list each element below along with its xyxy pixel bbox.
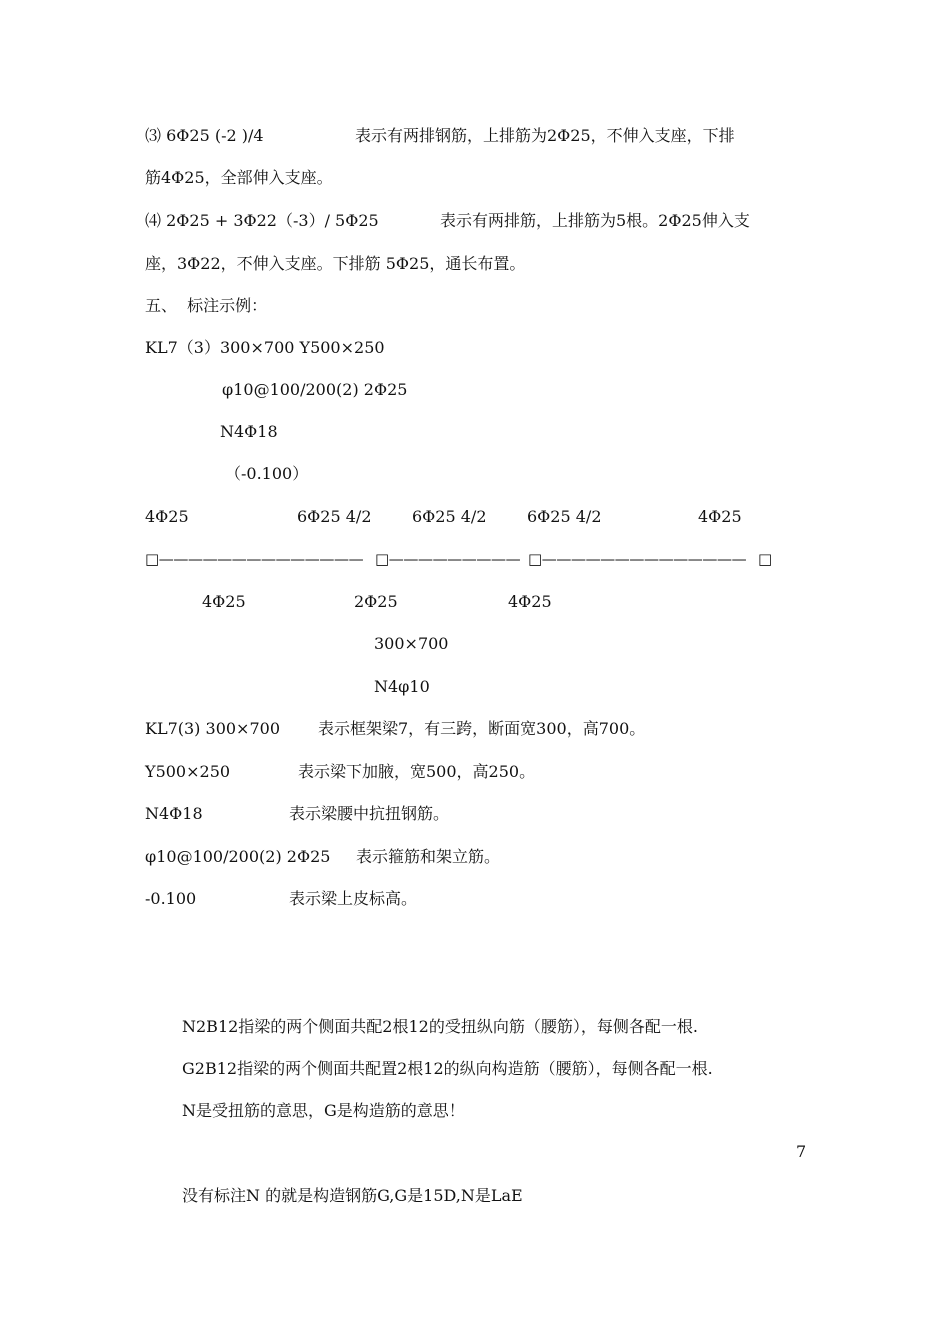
para4-line2: 座，3Φ22，不伸入支座。下排筋 5Φ25，通长布置。 [145,254,526,273]
para3-line1-right: 表示有两排钢筋，上排筋为2Φ25，不伸入支座，下排 [355,126,735,145]
section-torsion: N4φ10 [374,677,430,696]
example-elevation: （-0.100） [225,464,309,483]
explanation-code-3: N4Φ18 [145,804,203,823]
example-kl-header: KL7（3）300×700 Y500×250 [145,338,385,357]
para3-line2: 筋4Φ25，全部伸入支座。 [145,168,333,187]
note-last: 没有标注N 的就是构造钢筋G,G是15D,N是LaE [182,1186,523,1205]
beam-segment-1: □—————————————— [145,550,364,568]
note-n2b12: N2B12指梁的两个侧面共配2根12的受扭纵向筋（腰筋），每侧各配一根. [182,1017,698,1036]
bottom-span1-rebar: 4Φ25 [202,592,246,611]
explanation-desc-2: 表示梁下加腋，宽500，高250。 [298,762,536,781]
beam-segment-3: □—————————————— [528,550,747,568]
top-right-support-rebar: 4Φ25 [698,507,742,526]
note-g2b12: G2B12指梁的两个侧面共配置2根12的纵向构造筋（腰筋），每侧各配一根. [182,1059,713,1078]
explanation-desc-3: 表示梁腰中抗扭钢筋。 [289,804,450,823]
section-heading: 五、 标注示例： [145,296,268,315]
section-size: 300×700 [374,634,449,653]
beam-end: □ [758,550,773,568]
explanation-desc-4: 表示箍筋和架立筋。 [356,847,501,866]
example-torsion: N4Φ18 [220,422,278,441]
explanation-code-4: φ10@100/200(2) 2Φ25 [145,847,331,866]
explanation-code-1: KL7(3) 300×700 [145,719,280,738]
bottom-span3-rebar: 4Φ25 [508,592,552,611]
top-span2-rebar: 6Φ25 4/2 [412,507,487,526]
top-span1-rebar: 6Φ25 4/2 [297,507,372,526]
beam-segment-2: □————————— [375,550,521,568]
explanation-code-5: -0.100 [145,889,197,908]
note-meaning: N是受扭筋的意思，G是构造筋的意思！ [182,1101,465,1120]
bottom-span2-rebar: 2Φ25 [354,592,398,611]
para4-line1-right: 表示有两排筋，上排筋为5根。2Φ25伸入支 [440,211,750,230]
explanation-desc-1: 表示框架梁7，有三跨，断面宽300，高700。 [318,719,646,738]
para4-line1-left: ⑷ 2Φ25 + 3Φ22（-3）/ 5Φ25 [145,211,379,230]
explanation-code-2: Y500×250 [145,762,231,781]
top-left-support-rebar: 4Φ25 [145,507,189,526]
para3-line1-left: ⑶ 6Φ25 (-2 )/4 [145,126,264,145]
page-number: 7 [796,1142,807,1161]
top-span3-rebar: 6Φ25 4/2 [527,507,602,526]
explanation-desc-5: 表示梁上皮标高。 [289,889,418,908]
example-stirrup: φ10@100/200(2) 2Φ25 [222,380,408,399]
